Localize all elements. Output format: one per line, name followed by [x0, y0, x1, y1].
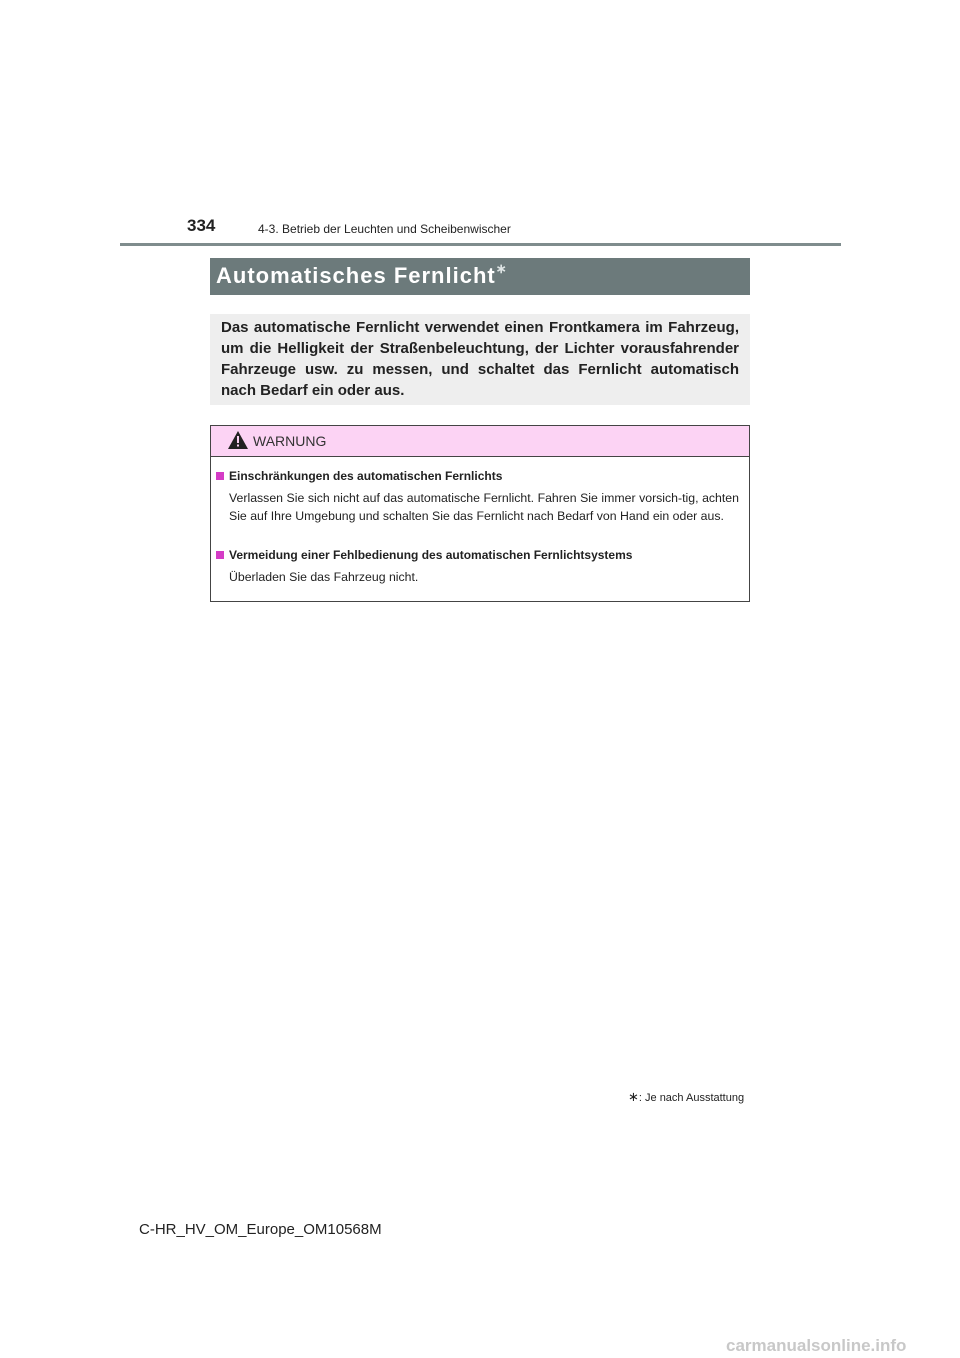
- watermark: carmanualsonline.info: [726, 1336, 907, 1355]
- header-rule: [120, 243, 841, 246]
- footnote-star-icon: ∗: [628, 1089, 639, 1104]
- warning-item-body: Überladen Sie das Fahrzeug nicht.: [229, 570, 419, 584]
- footnote: [628, 1089, 744, 1105]
- footnote-text: : Je nach Ausstattung: [638, 1092, 745, 1104]
- intro-text: Das automatische Fernlicht verwendet einen Frontkamera im Fahrzeug, um die Helligkeit der Straßenbeleuchtung, der Lichter vorausfahrender Fahrzeuge usw. zu messen, und schaltet das Fernlicht automatisch nach Bedarf ein oder aus.: [221, 319, 739, 399]
- warning-item-title: [216, 548, 632, 562]
- document-id: C-HR_HV_OM_Europe_OM10568M: [139, 1221, 382, 1238]
- bullet-square-icon: [216, 472, 224, 480]
- intro-box: [210, 314, 750, 405]
- title-bar: [210, 258, 750, 295]
- warning-item-title-text: Einschränkungen des automatischen Fernlichts: [229, 469, 503, 483]
- warning-box: [210, 425, 750, 602]
- page-title: [216, 261, 508, 289]
- page-number: 334: [187, 216, 216, 235]
- warning-header: [211, 426, 749, 457]
- equipment-star-icon: ∗: [495, 261, 508, 276]
- section-title: 4-3. Betrieb der Leuchten und Scheibenwischer: [258, 222, 511, 236]
- warning-label: WARNUNG: [253, 433, 327, 449]
- warning-item-title: [216, 469, 502, 483]
- warning-item-title-text: Vermeidung einer Fehlbedienung des automatischen Fernlichtsystems: [229, 548, 633, 562]
- warning-triangle-icon: [228, 431, 248, 449]
- warning-item-body: Verlassen Sie sich nicht auf das automatische Fernlicht. Fahren Sie immer vorsich-tig, achten Sie auf Ihre Umgebung und schalten Sie das Fernlicht nach Bedarf von Hand ein oder aus.: [229, 491, 739, 523]
- bullet-square-icon: [216, 551, 224, 559]
- page-title-text: Automatisches Fernlicht: [216, 263, 496, 288]
